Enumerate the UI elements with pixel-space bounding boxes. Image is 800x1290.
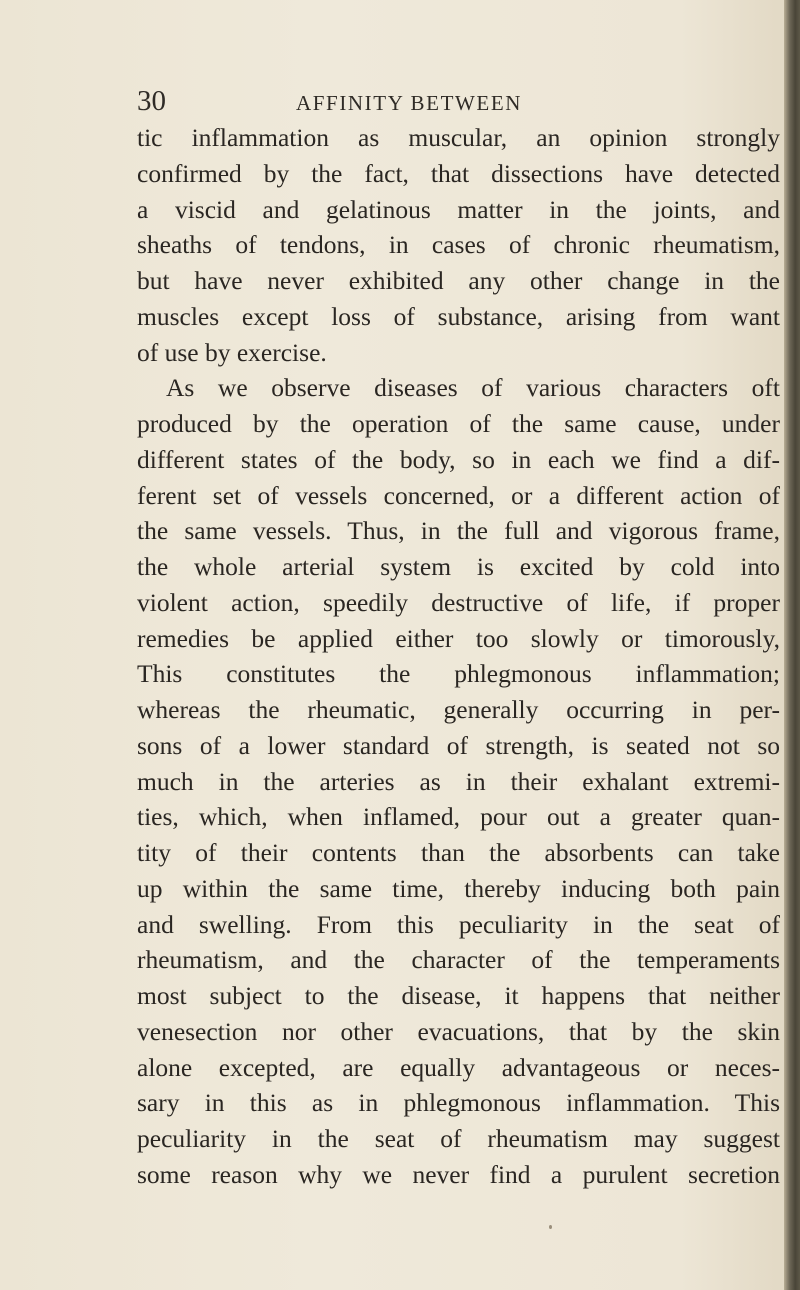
text-line: confirmed by the fact, that dissections have detected [137,158,780,188]
text-line: different states of the body, so in each we find a dif- [137,444,780,474]
paragraph-start-line: As we observe diseases of various characters oft [166,373,780,403]
text-line: but have never exhibited any other change in the [137,266,780,295]
text-line: remedies be applied either too slowly or timorously, [137,623,780,653]
text-line: ferent set of vessels concerned, or a different action of [137,480,780,510]
page-number: 30 [137,85,166,117]
text-line: most subject to the disease, it happens that neither [137,981,780,1010]
text-line: much in the arteries as in their exhalant extremi- [137,766,780,796]
text-line: some reason why we never find a purulent secretion [137,1159,780,1189]
text-line: tity of their contents than the absorbents can take [137,838,780,867]
text-line: produced by the operation of the same cause, under [137,409,780,438]
text-line: violent action, speedily destructive of life, if proper [137,587,780,617]
text-line: This constitutes the phlegmonous inflammation; [137,659,780,689]
text-line: ties, which, when inflamed, pour out a greater quan- [137,802,780,832]
text-line: of use by exercise. [137,337,327,367]
text-line: and swelling. From this peculiarity in the seat of [137,909,780,939]
page-binding-edge [784,0,800,1290]
text-line: peculiarity in the seat of rheumatism may suggest [137,1124,780,1153]
text-line: up within the same time, thereby inducing both pain [137,873,780,903]
running-head: AFFINITY BETWEEN [296,91,523,115]
text-line: alone excepted, are equally advantageous or neces- [137,1052,780,1082]
text-line: venesection nor other evacuations, that by the skin [137,1016,780,1046]
paper-speck [549,1225,552,1229]
text-line: tic inflammation as muscular, an opinion strongly [137,123,780,152]
text-line: the whole arterial system is excited by cold into [137,552,780,581]
page-header [0,84,800,118]
body-text [137,120,780,1193]
text-line: whereas the rheumatic, generally occurring in per- [137,695,780,724]
text-line: a viscid and gelatinous matter in the joints, and [137,194,780,224]
text-line: sheaths of tendons, in cases of chronic rheumatism, [137,230,780,260]
text-line: sons of a lower standard of strength, is seated not so [137,730,780,760]
text-line: muscles except loss of substance, arising from want [137,301,780,331]
text-line: the same vessels. Thus, in the full and vigorous frame, [137,516,780,546]
text-line: sary in this as in phlegmonous inflammation. This [137,1088,780,1118]
text-line: rheumatism, and the character of the temperaments [137,945,780,975]
